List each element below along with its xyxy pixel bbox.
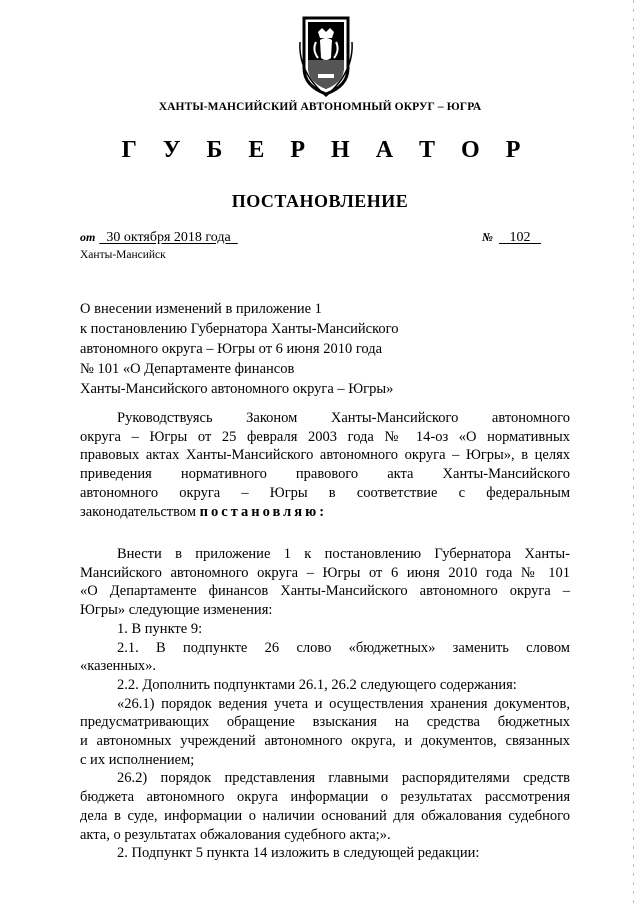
coat-of-arms-emblem xyxy=(296,12,356,98)
decree-number: 102 xyxy=(509,230,531,245)
city: Ханты-Мансийск xyxy=(80,249,166,261)
document-type: ПОСТАНОВЛЕНИЕ xyxy=(231,191,409,211)
date-line xyxy=(80,230,238,246)
region-name: ХАНТЫ-МАНСИЙСКИЙ АВТОНОМНЫЙ ОКРУГ – ЮГРА xyxy=(158,101,482,113)
decree-subject: О внесении изменений в приложение 1 к постановлению Губернатора Ханты-Мансийского автономного округа – Югры от 6 июня 2010 года № 101 «О Департаменте финансов Ханты-Мансийского автономного округа – Югры» xyxy=(80,301,399,397)
number-line xyxy=(482,230,541,246)
decree-date: 30 октября 2018 года xyxy=(106,230,231,245)
decree-word: постановляю: xyxy=(199,503,328,520)
decree-body: Внести в приложение 1 к постановлению Губернатора Ханты- Мансийского автономного округа – Югры от 6 июня 2010 года № 101 «О Департаменте финансов Ханты-Мансийского автономного округа – Югры» следующие изменения: 1. В пункте 9: 2.1. В подпункте 26 слово «бюджетных» заменить словом «казенных». 2.2. Дополнить подпунктами 26.1, 26.2 следующего содержания: «26.1) порядок ведения учета и осуществления хранения документов, предусматривающих обращение взыскания на средства бюджетных и автономных учреждений автономного округа, и документов, связанных с их исполнением; 26.2) порядок представления главными распорядителями средств бюджета автономного округа информации о результатах рассмотрения дела в суде, информации о наличии оснований для обжалования судебного акта, о результатах обжалования судебного акта;». 2. Подпункт 5 пункта 14 изложить в следующей редакции: xyxy=(80,546,570,862)
number-prefix: № xyxy=(482,230,493,244)
preamble-paragraph: Руководствуясь Законом Ханты-Мансийского автономного округа – Югры от 25 февраля 2003 года № 14-оз «О нормативных правовых актах Ханты-Мансийского автономного округа – Югры», в целях приведения нормативного правового акта Ханты-Мансийского автономного округа – Югры в соответствие с федеральным законодательством постановляю: xyxy=(80,410,570,520)
governor-title: Г У Б Е Р Н А Т О Р xyxy=(121,137,531,163)
date-prefix: от xyxy=(80,230,96,244)
page-edge xyxy=(633,0,634,905)
